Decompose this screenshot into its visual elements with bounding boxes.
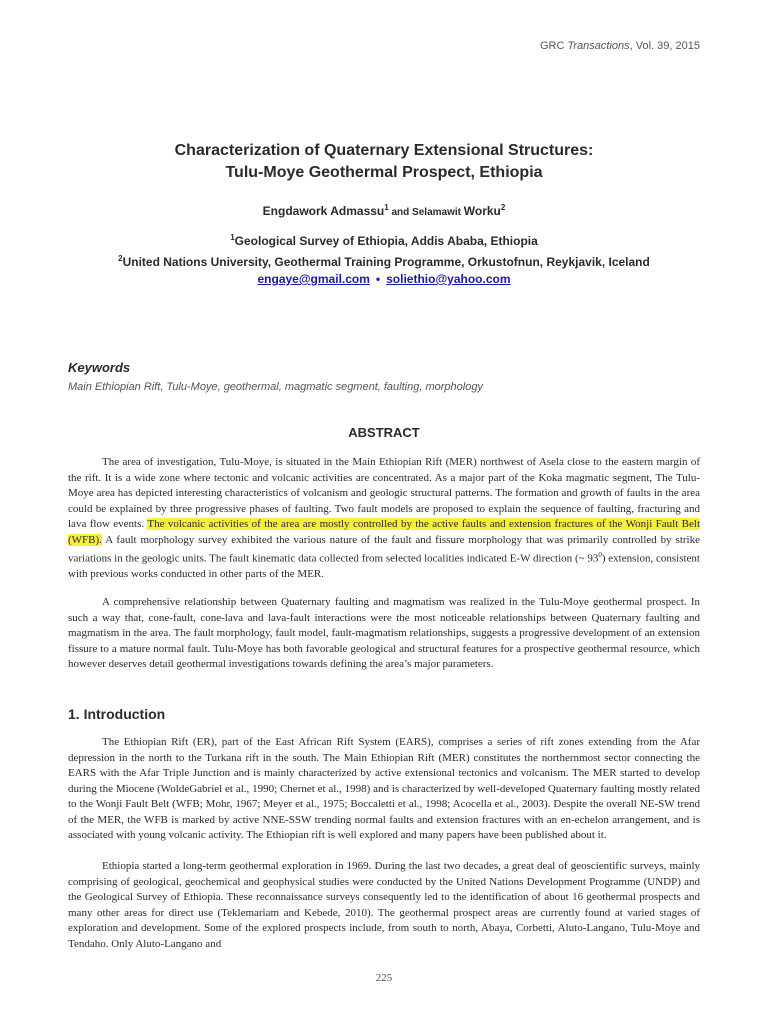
highlighted-text[interactable]: The volcanic activities of the area are mostly controlled by the active faults and extension fractures of the Wonji Fault Belt (WFB).: [68, 518, 700, 546]
abstract-paragraph-2: A comprehensive relationship between Quaternary faulting and magmatism was realized in the Tulu-Moye geothermal prospect. In such a way that, cone-fault, cone-lava and lava-fault interactions were the most noticeable relationships between Quaternary faulting and magmatism in the area. The fault morphology, fault model, fault-magmatism relationships, suggests a progressive development of an extension fissure to a mature normal fault. Tulu-Moye has both favorable geological and structural features for a prospective geothermal resource, which however deserves detail geothermal investigations towards defining the area’s major parameters.: [68, 596, 700, 670]
affiliation-1-superscript: 1: [230, 233, 235, 242]
abstract-heading: ABSTRACT: [348, 425, 420, 440]
title-line-1: Characterization of Quaternary Extensional Structures:: [174, 142, 594, 159]
email-link-2[interactable]: soliethio@yahoo.com: [386, 272, 511, 286]
introduction-paragraph-1: The Ethiopian Rift (ER), part of the East African Rift System (EARS), comprises a series of rift zones extending from the Afar depression in the north to the Turkana rift in the south. The Main Ethiopian Rift (MER) constitutes the northernmost sector connecting the EARS with the Afar Triple Junction and is mainly characterized by active extensional tectonics and volcanism. The MER started to develop during the Miocene (WoldeGabriel et al., 1990; Chernet et al., 1998) and is characterized by well-developed Quaternary faulting mostly related to the Wonji Fault Belt (WFB; Mohr, 1967; Meyer et al., 1975; Boccaletti et al., 1998; Acocella et al., 2003). Despite the overall NE-SW trend of the MER, the WFB is marked by active NNE-SSW trending normal faults and extension fractures with an en-echelon arrangement, and is associated with young volcanic activity. The Ethiopian rift is well explored and many papers have been published about it.: [68, 736, 700, 841]
email-separator: •: [375, 272, 381, 286]
introduction-paragraph-2: Ethiopia started a long-term geothermal exploration in 1969. During the last two decades, a great deal of geoscientific surveys, mainly comprising of geological, geochemical and geophysical studies were conducted by the United Nations Development Programme (UNDP) and the Geological Survey of Ethiopia. These reconnaissance surveys consequently led to the identification of about 16 geothermal prospects and many other areas for direct use (Teklemariam and Kebede, 2010). The geothermal prospect areas are currently found at varied stages of exploration and development. Some of the explored prospects include, from south to north, Abaya, Corbetti, Aluto-Langano, Tulu-Moye and Tendaho. Only Aluto-Langano and: [68, 860, 700, 950]
page-number: 225: [375, 972, 393, 984]
abstract-p1-end: ) extension, consistent with previous works conducted in other parts of the MER.: [68, 552, 700, 581]
journal-name: Transactions: [567, 40, 630, 52]
author-2: Worku: [463, 204, 501, 218]
affiliation-1-text: Geological Survey of Ethiopia, Addis Ababa, Ethiopia: [234, 234, 538, 248]
email-line: [68, 271, 700, 288]
abstract-p1-continued: A fault morphology survey exhibited the various nature of the fault and fissure morphology that was primarily controlled by strike variations in the geologic units. The fault kinematic data collected from selected localities indicated E-W direction (~ 93: [68, 533, 700, 565]
affiliation-1: [68, 229, 700, 250]
paper-title: [68, 140, 700, 184]
title-line-2: Tulu-Moye Geothermal Prospect, Ethiopia: [225, 164, 543, 181]
keywords-text: Main Ethiopian Rift, Tulu-Moye, geothermal, magmatic segment, faulting, morphology: [68, 381, 483, 393]
email-link-1[interactable]: engaye@gmail.com: [257, 272, 370, 286]
introduction-heading: 1. Introduction: [68, 706, 166, 722]
abstract-p1-text: The area of investigation, Tulu-Moye, is situated in the Main Ethiopian Rift (MER) northwest of Asela close to the eastern margin of the rift. It is a wide zone where tectonic and volcanic activities are concentrated. As a major part of the Koka magmatic segment, The Tulu-Moye area has depicted interesting characteristics of volcanism and geologic structural patterns. The formation and growth of faults in the area could be explained by three progressive phases of faulting. Two fault models are proposed to explain the sequence of faulting, fracturing and lava flow events.: [68, 456, 700, 530]
affiliation-2-text: United Nations University, Geothermal Training Programme, Orkustofnun, Reykjavik, Iceland: [122, 255, 650, 269]
author-1: Engdawork Admassu: [262, 204, 385, 218]
journal-volume: , Vol. 39, 2015: [629, 40, 700, 52]
abstract-paragraph-1: [68, 455, 700, 583]
author-conjunction: and Selamawit: [388, 207, 464, 218]
affiliations: [68, 229, 700, 288]
author-list: [68, 203, 700, 218]
affiliation-2: [68, 250, 700, 271]
author-2-superscript: 2: [500, 203, 506, 212]
author-1-superscript: 1: [384, 203, 389, 212]
journal-header: [540, 40, 700, 52]
journal-prefix: GRC: [540, 40, 568, 52]
degree-superscript: 0: [598, 551, 602, 559]
affiliation-2-superscript: 2: [118, 254, 123, 263]
keywords-heading: Keywords: [68, 360, 131, 375]
